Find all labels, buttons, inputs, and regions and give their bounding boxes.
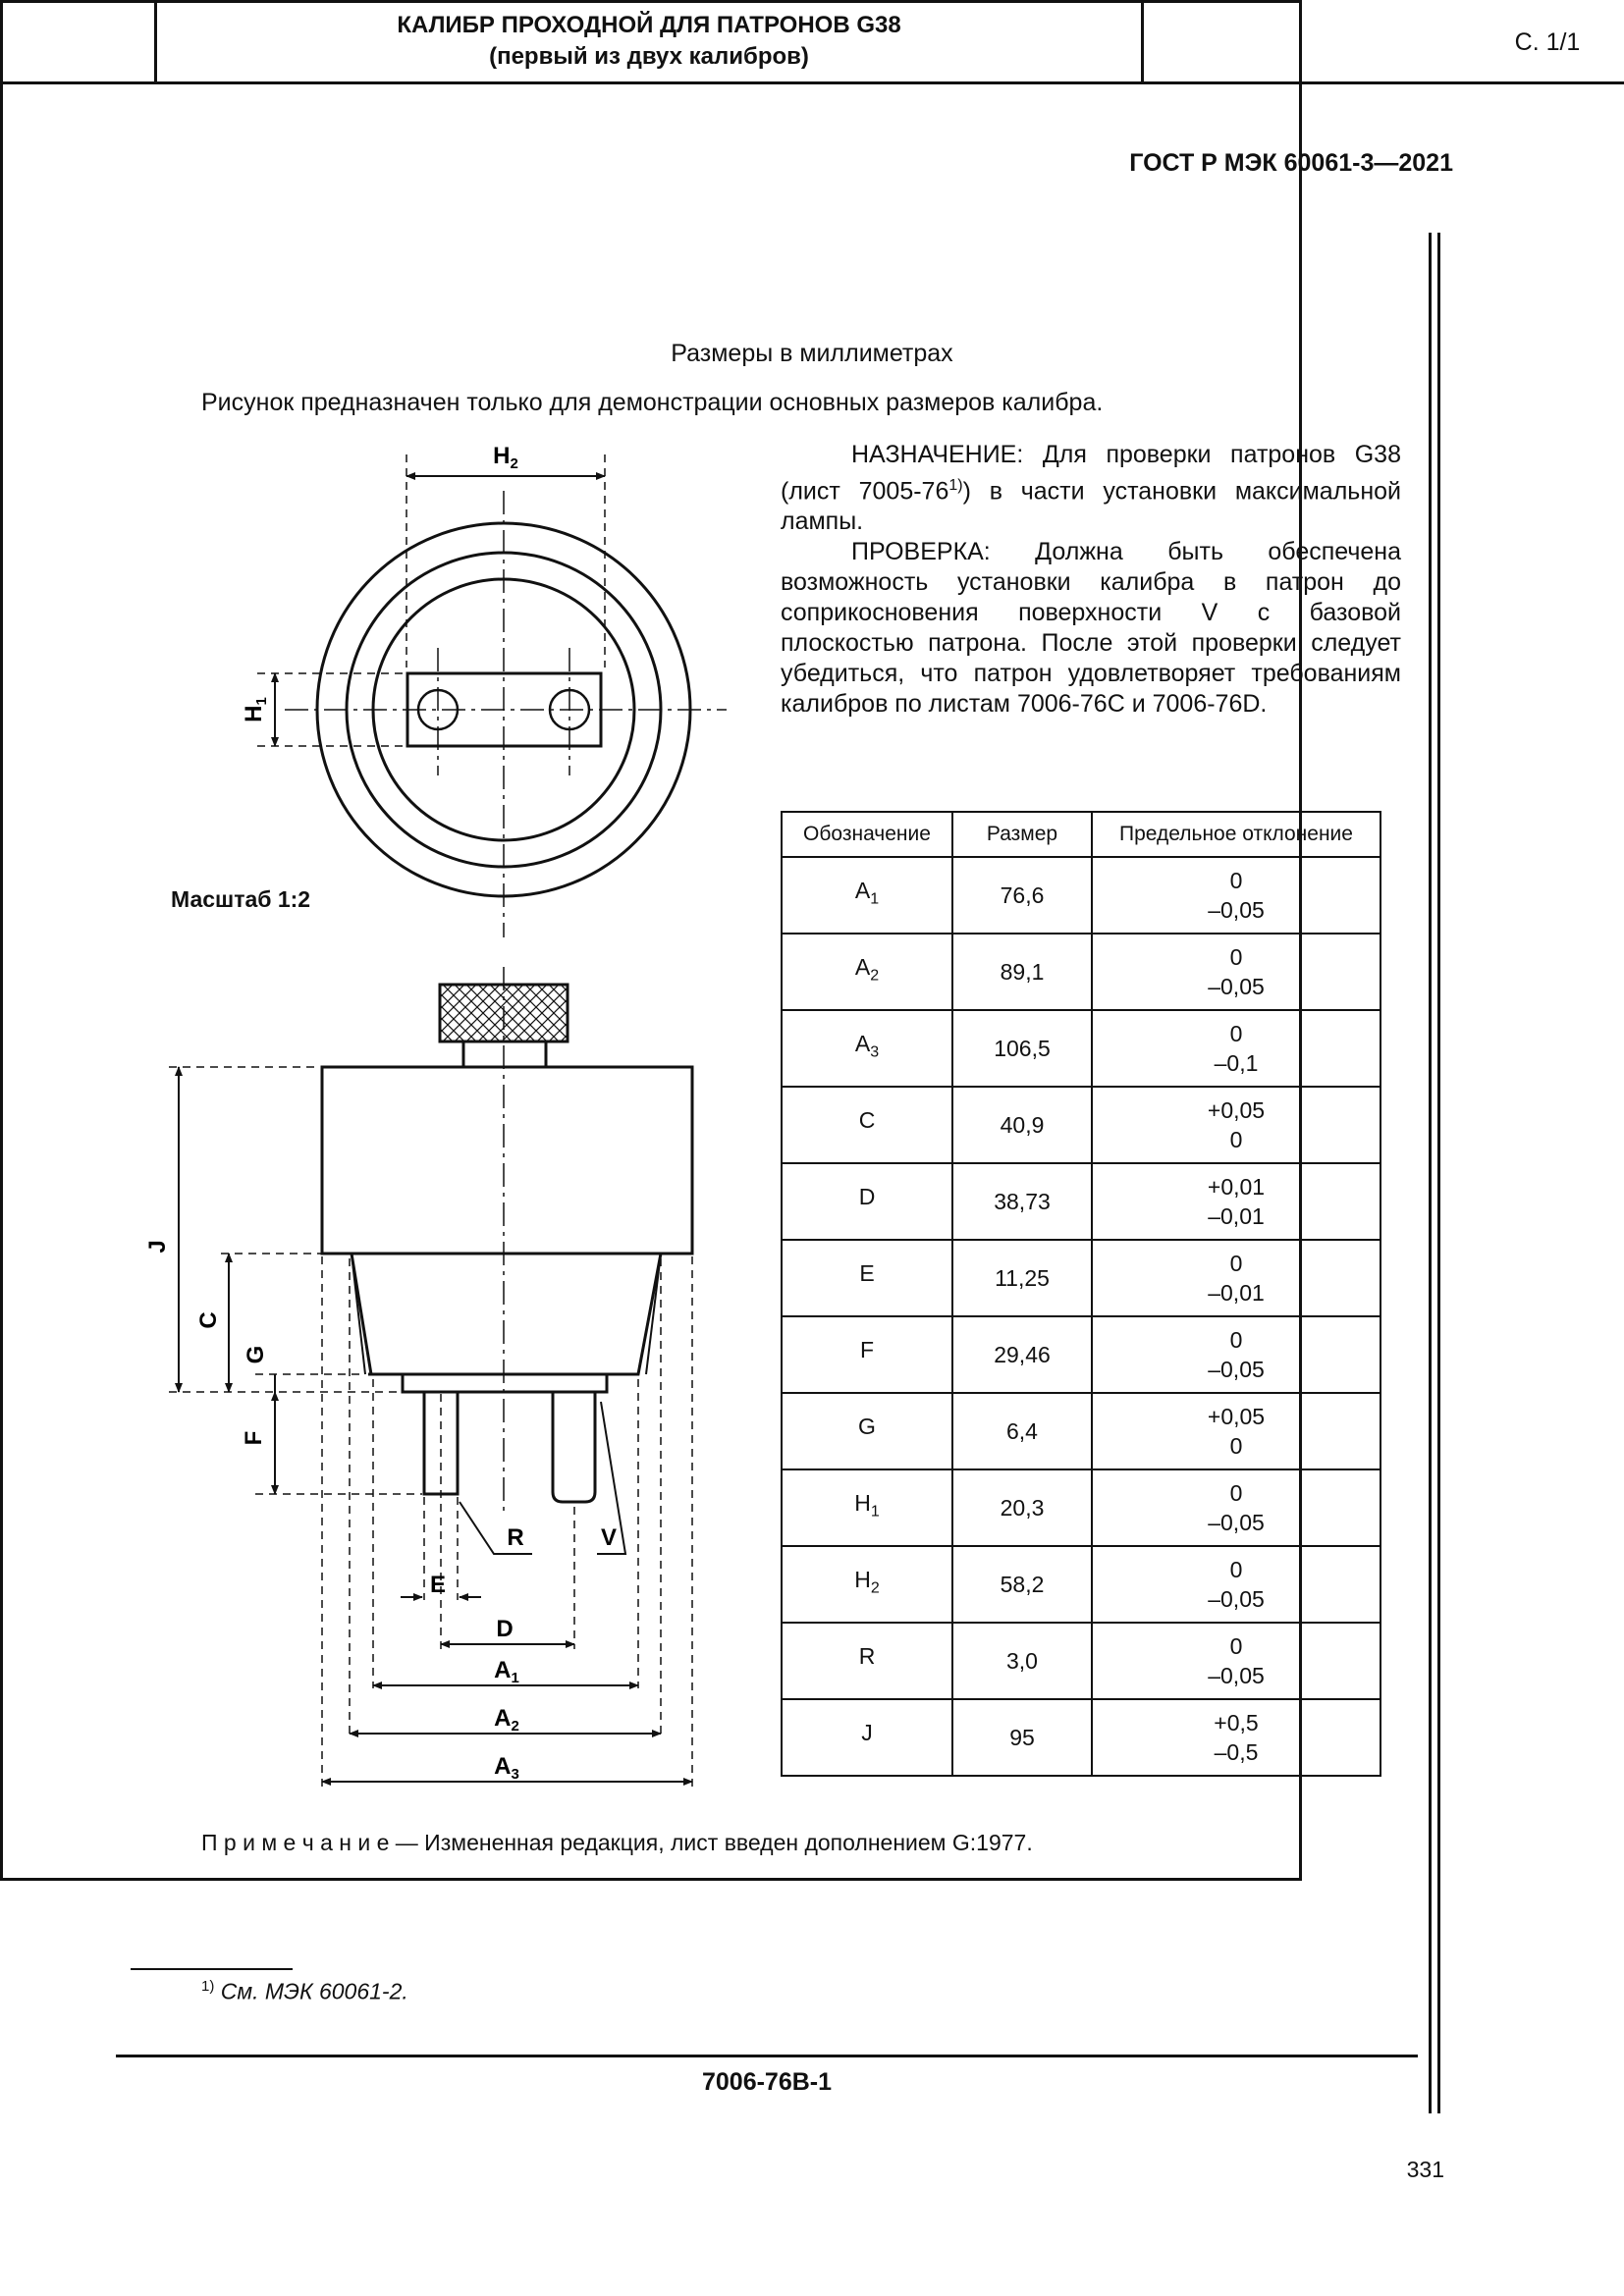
cell-symbol: C <box>782 1087 952 1163</box>
cell-tolerance: +0,05 0 <box>1092 1393 1380 1469</box>
cell-tolerance: 0 –0,05 <box>1092 1469 1380 1546</box>
table-row <box>782 1316 1380 1393</box>
cell-symbol: $H_1$ <box>782 1469 952 1546</box>
cell-tolerance: +0,05 0 <box>1092 1087 1380 1163</box>
cell-size: 58,2 <box>952 1546 1092 1623</box>
cell-symbol: $A_2$ <box>782 934 952 1010</box>
cell-symbol: E <box>782 1240 952 1316</box>
footnote-ref: 1) <box>948 477 963 494</box>
cell-tolerance: 0 –0,05 <box>1092 1316 1380 1393</box>
cell-symbol: $A_1$ <box>782 857 952 934</box>
cell-size: 106,5 <box>952 1010 1092 1087</box>
figure-note: Рисунок предназначен только для демонстрации основных размеров калибра. <box>201 389 1104 416</box>
side-view <box>169 967 692 1787</box>
table-header-row <box>782 812 1380 857</box>
table-row <box>782 1240 1380 1316</box>
cell-tolerance: 0 –0,01 <box>1092 1240 1380 1316</box>
dimensions-table <box>781 811 1381 1777</box>
cell-tolerance: 0 –0,05 <box>1092 934 1380 1010</box>
cell-tolerance: 0 –0,1 <box>1092 1010 1380 1087</box>
cell-tolerance: +0,01 –0,01 <box>1092 1163 1380 1240</box>
note: П р и м е ч а н и е — Измененная редакция, лист введен дополнением G:1977. <box>201 1830 1033 1855</box>
top-view <box>257 454 727 937</box>
table-row <box>782 1699 1380 1776</box>
cell-symbol: R <box>782 1623 952 1699</box>
header-tolerance: Предельное отклонение <box>1092 812 1380 857</box>
footnote-rule <box>131 1968 293 1970</box>
cell-size: 95 <box>952 1699 1092 1776</box>
cell-symbol: $H_2$ <box>782 1546 952 1623</box>
title-block-page-ref: С. 1/1 <box>1514 28 1581 56</box>
cell-size: 11,25 <box>952 1240 1092 1316</box>
label-f: F <box>241 1430 267 1446</box>
cell-tolerance: 0 –0,05 <box>1092 1546 1380 1623</box>
label-e: E <box>429 1572 447 1598</box>
knob-neck <box>463 1041 546 1067</box>
cell-size: 3,0 <box>952 1623 1092 1699</box>
label-a2: $A_2$ <box>494 1705 519 1735</box>
table-row <box>782 1163 1380 1240</box>
page-number: 331 <box>1406 2157 1444 2182</box>
cell-size: 6,4 <box>952 1393 1092 1469</box>
table-row <box>782 1393 1380 1469</box>
label-v: V <box>600 1524 618 1551</box>
pin-right <box>553 1392 595 1502</box>
label-d: D <box>496 1616 514 1642</box>
reference-plate <box>403 1374 607 1392</box>
table-row <box>782 934 1380 1010</box>
label-a1: $A_1$ <box>494 1657 519 1686</box>
label-h2: $H_2$ <box>493 443 518 472</box>
cell-symbol: G <box>782 1393 952 1469</box>
cell-symbol: D <box>782 1163 952 1240</box>
cell-size: 38,73 <box>952 1163 1092 1240</box>
label-r: R <box>507 1524 524 1551</box>
footnote: $^{1)}$ См. МЭК 60061-2. <box>201 1978 408 2004</box>
purpose-paragraph: НАЗНАЧЕНИЕ: Для проверки патронов G38 (лист 7005-76$^{1)}$) в части установки максимальной лампы. <box>781 441 1401 536</box>
units-note: Размеры в миллиметрах <box>671 340 953 367</box>
cell-symbol: F <box>782 1316 952 1393</box>
scale-label: Масштаб 1:2 <box>171 886 311 912</box>
label-c: C <box>195 1311 222 1329</box>
label-g: G <box>243 1345 269 1364</box>
h2-extension-lines <box>406 454 605 667</box>
cell-tolerance: +0,5 –0,5 <box>1092 1699 1380 1776</box>
table-row <box>782 1010 1380 1087</box>
gauge-taper <box>352 1254 661 1374</box>
label-j: J <box>144 1240 171 1254</box>
standard-code: ГОСТ Р МЭК 60061-3—2021 <box>1129 149 1453 177</box>
gauge-body <box>322 1067 692 1254</box>
header-symbol: Обозначение <box>782 812 952 857</box>
check-paragraph: ПРОВЕРКА: Должна быть обеспечена возможность установки калибра в патрон до соприкосновения поверхности V с базовой плоскостью патрона. После этой проверки следует убедиться, что патрон удовлетворяет требованиям калибров по листам 7006-76С и 7006-76D. <box>781 538 1401 719</box>
cell-size: 40,9 <box>952 1087 1092 1163</box>
title-line-2: (первый из двух калибров) <box>489 43 809 70</box>
footer-rule <box>116 2055 1418 2057</box>
cell-symbol: J <box>782 1699 952 1776</box>
label-a3: $A_3$ <box>494 1753 519 1783</box>
table-row <box>782 1087 1380 1163</box>
sheet-number: 7006-76B-1 <box>701 2068 833 2096</box>
cell-tolerance: 0 –0,05 <box>1092 1623 1380 1699</box>
cell-size: 76,6 <box>952 857 1092 934</box>
cell-size: 29,46 <box>952 1316 1092 1393</box>
table-row <box>782 857 1380 934</box>
cell-size: 89,1 <box>952 934 1092 1010</box>
cell-size: 20,3 <box>952 1469 1092 1546</box>
table-row <box>782 1623 1380 1699</box>
title-line-1: КАЛИБР ПРОХОДНОЙ ДЛЯ ПАТРОНОВ G38 <box>397 12 901 38</box>
label-h1: $H_1$ <box>241 697 270 722</box>
side-extension-lines <box>169 1067 692 1787</box>
cell-tolerance: 0 –0,05 <box>1092 857 1380 934</box>
table-row <box>782 1469 1380 1546</box>
header-size: Размер <box>952 812 1092 857</box>
cell-symbol: $A_3$ <box>782 1010 952 1087</box>
table-row <box>782 1546 1380 1623</box>
